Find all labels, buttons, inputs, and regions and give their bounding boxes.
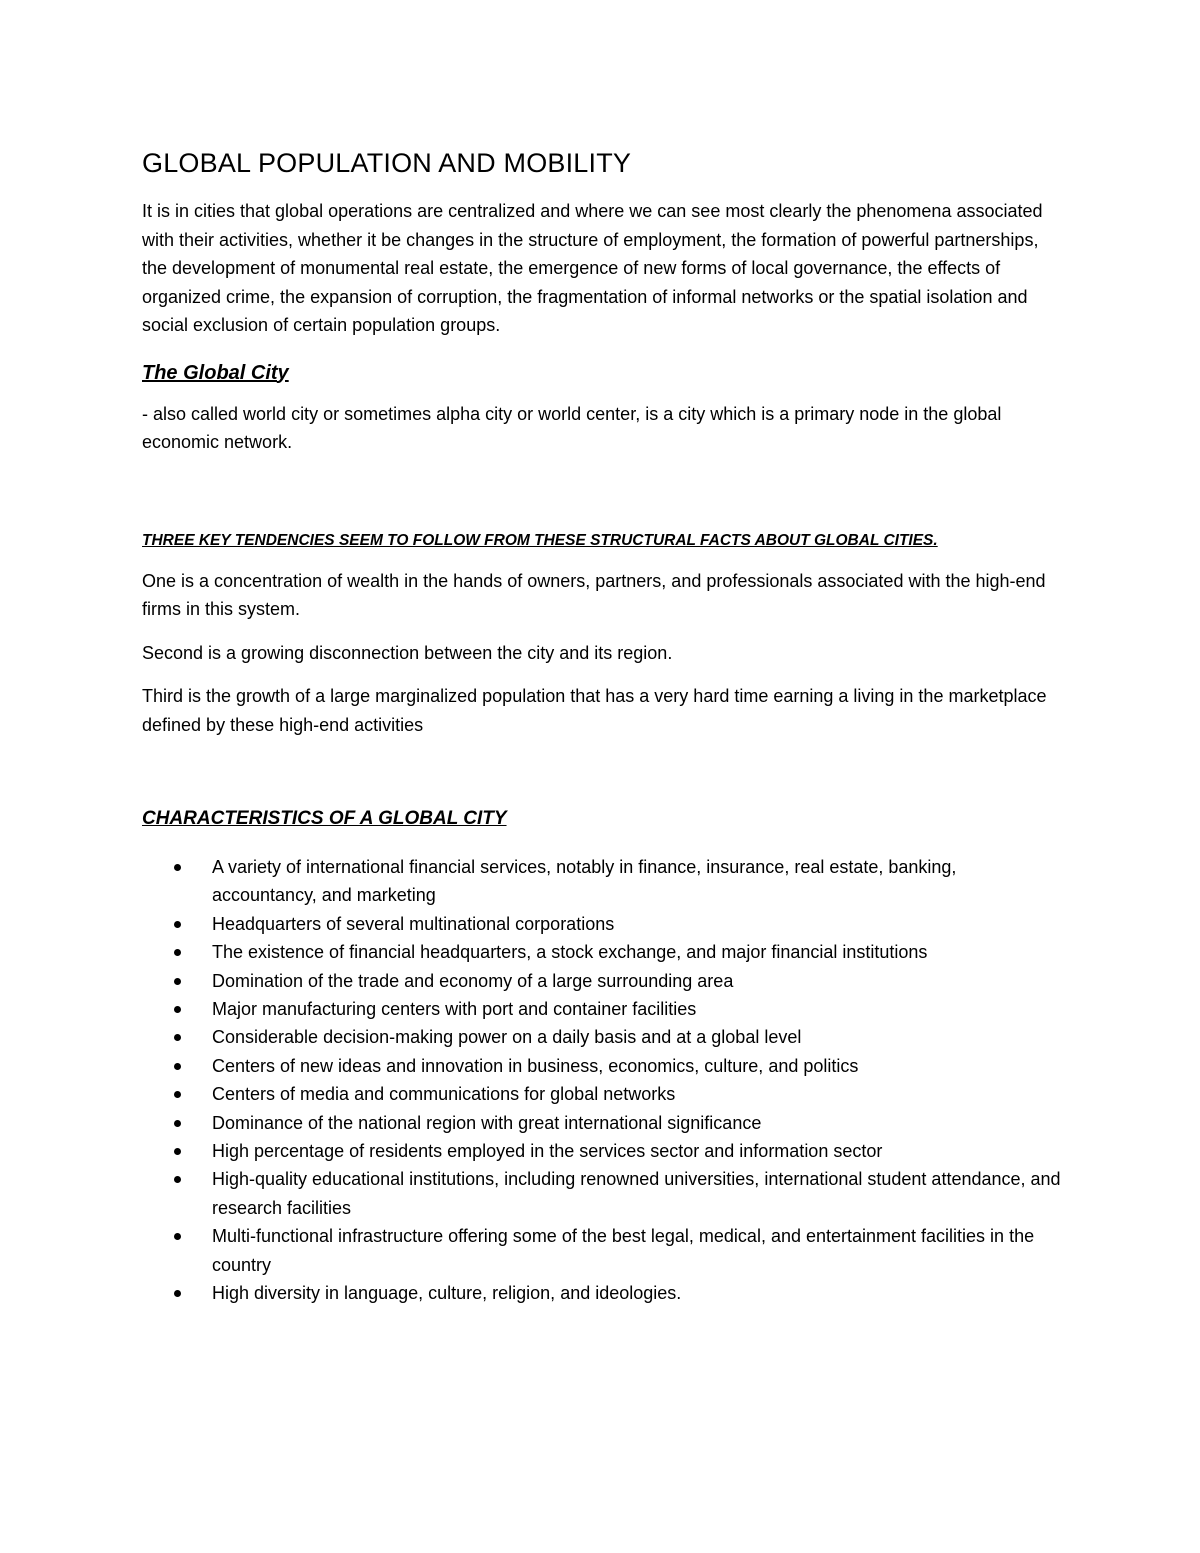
list-item bbox=[142, 938, 1062, 966]
global-city-definition: - also called world city or sometimes alpha city or world center, is a city which is a primary node in the global economic network. bbox=[142, 403, 1002, 452]
bullet-icon bbox=[174, 1063, 181, 1070]
list-item bbox=[142, 1279, 1062, 1307]
spacer bbox=[142, 553, 1062, 567]
bullet-icon bbox=[174, 949, 181, 956]
bullet-icon bbox=[174, 1120, 181, 1127]
list-item bbox=[142, 1222, 1062, 1279]
spacer bbox=[142, 833, 1062, 853]
characteristics-heading: CHARACTERISTICS OF A GLOBAL CITY bbox=[142, 808, 507, 829]
bullet-icon bbox=[174, 1034, 181, 1041]
bullet-icon bbox=[174, 1091, 181, 1098]
list-item-text: A variety of international financial services, notably in finance, insurance, real estate, banking, accountancy, and marketing bbox=[212, 857, 957, 906]
list-item-text: Centers of new ideas and innovation in business, economics, culture, and politics bbox=[212, 1055, 859, 1076]
bullet-icon bbox=[174, 1148, 181, 1155]
spacer bbox=[142, 457, 1062, 529]
bullet-icon bbox=[174, 1233, 181, 1240]
bullet-icon bbox=[174, 1290, 181, 1297]
bullet-icon bbox=[174, 1176, 181, 1183]
list-item-text: Domination of the trade and economy of a large surrounding area bbox=[212, 970, 734, 991]
list-item bbox=[142, 1165, 1062, 1222]
document-page bbox=[142, 143, 1062, 1308]
list-item-text: Major manufacturing centers with port and container facilities bbox=[212, 999, 697, 1020]
list-item-text: Dominance of the national region with great international significance bbox=[212, 1112, 762, 1133]
bullet-icon bbox=[174, 864, 181, 871]
list-item bbox=[142, 1052, 1062, 1080]
list-item-text: Multi-functional infrastructure offering some of the best legal, medical, and entertainment facilities in the country bbox=[212, 1226, 1035, 1275]
spacer bbox=[142, 624, 1062, 639]
list-item bbox=[142, 995, 1062, 1023]
list-item bbox=[142, 967, 1062, 995]
intro-paragraph: It is in cities that global operations are centralized and where we can see most clearly the phenomena associated with their activities, whether it be changes in the structure of employment, the formation of powerful partnerships, the development of monumental real estate, the emergence of new forms of local governance, the effects of organized crime, the expansion of corruption, the fragmentation of informal networks or the spatial isolation and social exclusion of certain population groups. bbox=[142, 201, 1043, 335]
list-item-text: Considerable decision-making power on a daily basis and at a global level bbox=[212, 1027, 802, 1048]
list-item bbox=[142, 853, 1062, 910]
list-item-text: The existence of financial headquarters, a stock exchange, and major financial institutions bbox=[212, 942, 928, 963]
characteristics-list bbox=[142, 853, 1062, 1308]
bullet-icon bbox=[174, 978, 181, 985]
list-item-text: Centers of media and communications for global networks bbox=[212, 1084, 676, 1105]
global-city-heading: The Global City bbox=[142, 361, 289, 384]
spacer bbox=[142, 739, 1062, 805]
list-item bbox=[142, 1080, 1062, 1108]
list-item bbox=[142, 910, 1062, 938]
list-item bbox=[142, 1137, 1062, 1165]
list-item-text: High-quality educational institutions, including renowned universities, international student attendance, and research facilities bbox=[212, 1169, 1061, 1218]
tendency-paragraph: Second is a growing disconnection between the city and its region. bbox=[142, 642, 673, 663]
list-item-text: High diversity in language, culture, religion, and ideologies. bbox=[212, 1283, 682, 1304]
tendency-paragraph: Third is the growth of a large marginalized population that has a very hard time earning a living in the marketplace defined by these high-end activities bbox=[142, 686, 1047, 735]
tendency-paragraph: One is a concentration of wealth in the hands of owners, partners, and professionals associated with the high-end firms in this system. bbox=[142, 570, 1046, 619]
spacer bbox=[142, 667, 1062, 682]
bullet-icon bbox=[174, 1006, 181, 1013]
bullet-icon bbox=[174, 921, 181, 928]
list-item bbox=[142, 1023, 1062, 1051]
list-item bbox=[142, 1109, 1062, 1137]
document-title: GLOBAL POPULATION AND MOBILITY bbox=[142, 148, 632, 178]
list-item-text: High percentage of residents employed in the services sector and information sector bbox=[212, 1141, 883, 1162]
tendencies-heading: THREE KEY TENDENCIES SEEM TO FOLLOW FROM THESE STRUCTURAL FACTS ABOUT GLOBAL CITIES. bbox=[142, 531, 938, 549]
list-item-text: Headquarters of several multinational corporations bbox=[212, 913, 615, 934]
